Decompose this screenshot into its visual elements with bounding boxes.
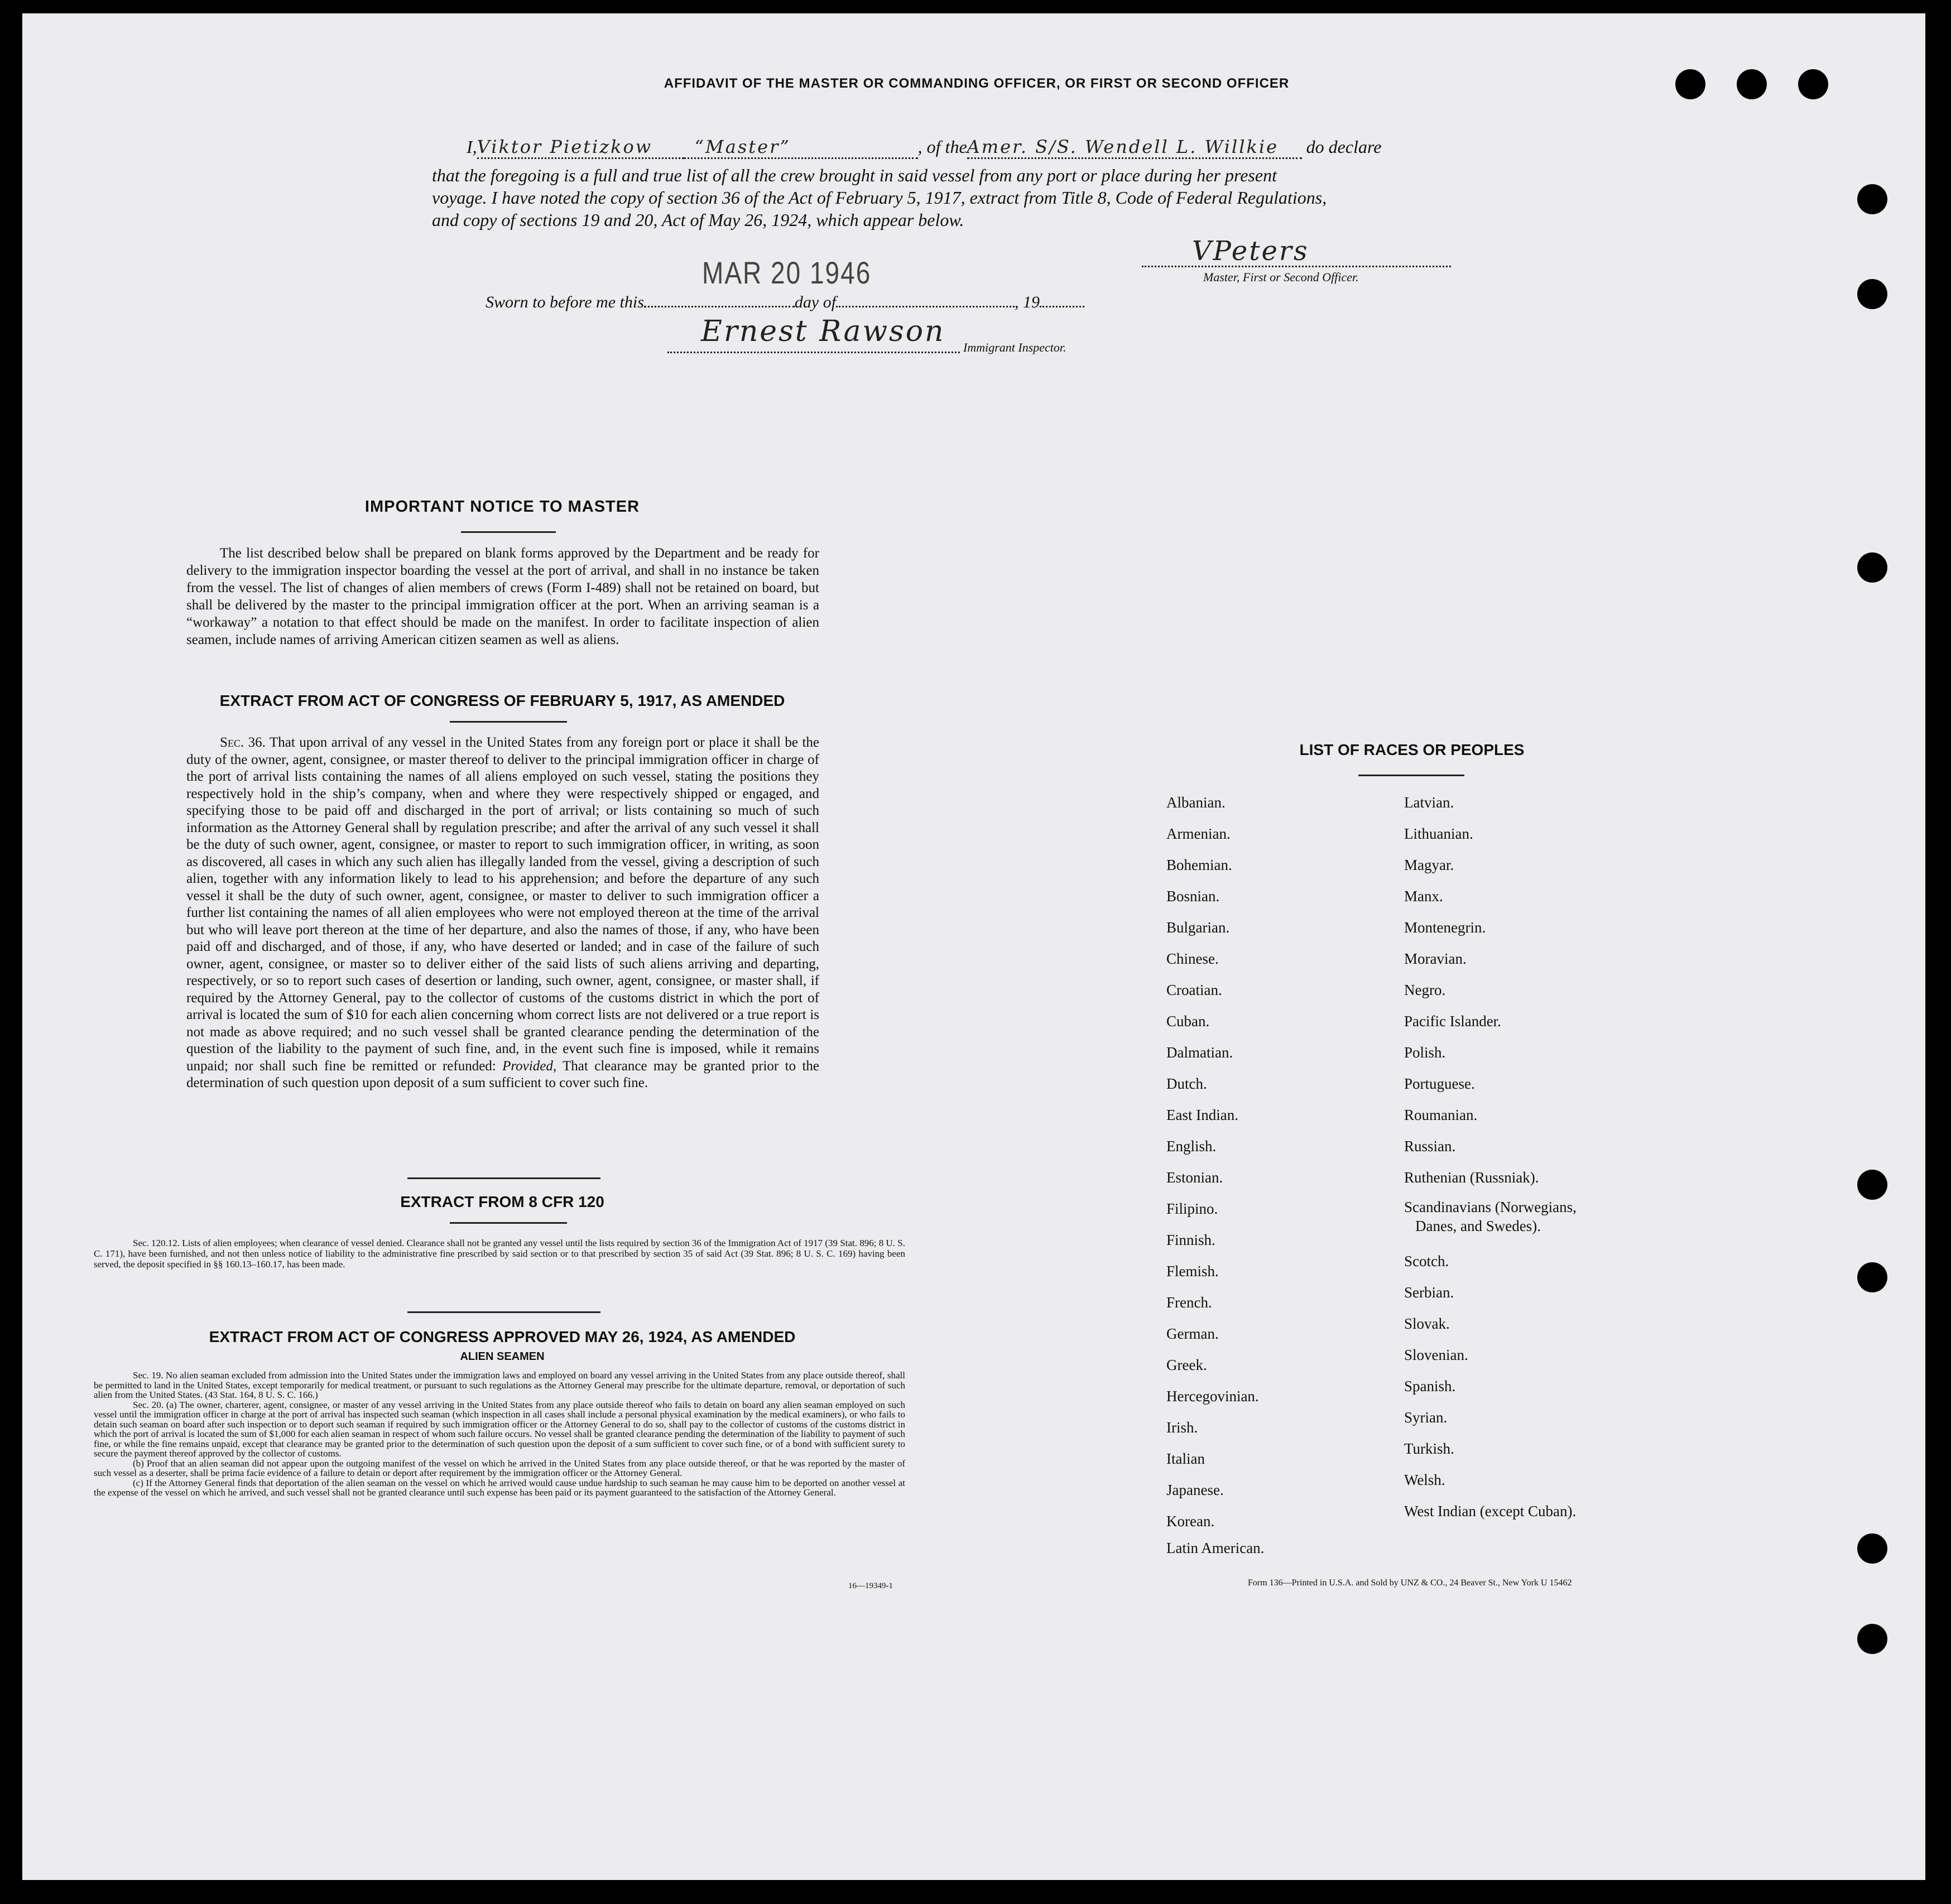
race-item: Polish. [1404, 1044, 1446, 1061]
divider [407, 1311, 600, 1313]
race-item: Armenian. [1166, 825, 1231, 842]
race-item: Turkish. [1404, 1440, 1454, 1457]
race-item: Cuban. [1166, 1013, 1210, 1030]
race-item: Finnish. [1166, 1232, 1215, 1248]
sec-20a-text: Sec. 20. (a) The owner, charterer, agent, consignee, or master of any vessel arriving in the United States from any place outside thereof who fails to detain on board any alien seaman employed on such vessel until the immigration officer in charge at the port of arrival has inspected such seaman (which inspection in all cases shall include a personal physical examination by the medical examiners), or who fails to detain such seaman on board after such inspection or to deport such seaman if required by such immigration officer or the Attorney General to do so, shall pay to the collector of customs of the customs district in which the port of arrival is located the sum of $1,000 for each alien seaman in respect of whom such failure occurs. No vessel shall be granted clearance pending the determination of the liability to payment of such fine, or while the fine remains unpaid, except that clearance may be granted prior to the determination of such question upon the deposit of a sum sufficient to cover such fine, or of a bond with sufficient surety to secure the payment thereof approved by the collector of customs. [94, 1399, 905, 1459]
race-item: German. [1166, 1325, 1219, 1342]
race-item: Japanese. [1166, 1482, 1224, 1498]
notice-title: IMPORTANT NOTICE TO MASTER [364, 498, 640, 516]
race-item: Chinese. [1166, 950, 1219, 967]
race-item: Russian. [1404, 1138, 1456, 1155]
race-item: Flemish. [1166, 1263, 1219, 1280]
race-item: Moravian. [1404, 950, 1467, 967]
sworn-line [486, 291, 1084, 312]
affidavit-line-3: voyage. I have noted the copy of section 36 of the Act of February 5, 1917, extract from Title 8, Code of Federal Regulations, [432, 187, 1327, 208]
master-signature-line [1142, 235, 1451, 267]
sec-20b-text: (b) Proof that an alien seaman did not appear upon the outgoing manifest of the vessel on which he arrived in the United States from any place outside thereof, or that he was reported by the master of such vessel as a deserter, shall be prima facie evidence of a failure to detain or deport after requirement by the immigration officer or the Attorney General. [94, 1458, 905, 1478]
inspector-signature-line [667, 315, 960, 353]
binder-hole [1857, 1533, 1887, 1564]
race-item: Bulgarian. [1166, 919, 1230, 936]
sworn-day-label: day of [794, 293, 837, 311]
sworn-day-field[interactable] [644, 291, 795, 307]
race-item: English. [1166, 1138, 1217, 1155]
races-right-column [1404, 787, 1577, 1527]
affidavit-line-4: and copy of sections 19 and 20, Act of May 26, 1924, which appear below. [432, 210, 964, 230]
race-item: Syrian. [1404, 1409, 1448, 1426]
race-item: Manx. [1404, 888, 1443, 905]
race-item: Croatian. [1166, 982, 1222, 998]
divider [407, 1177, 600, 1179]
affidavit-line-2: that the foregoing is a full and true list of all the crew brought in said vessel from any port or place during her present [432, 165, 1277, 185]
races-left-column [1166, 787, 1264, 1561]
extract-1924-subtitle: ALIEN SEAMEN [460, 1350, 545, 1363]
binder-hole [1857, 1170, 1887, 1200]
binder-hole [1798, 69, 1828, 99]
master-caption: Master, First or Second Officer. [1203, 270, 1359, 284]
binder-hole [1857, 1262, 1887, 1292]
race-item: West Indian (except Cuban). [1404, 1503, 1577, 1520]
affidavit-line-1 [467, 136, 1488, 159]
master-signature: VPeters [1192, 235, 1309, 267]
inspector-signature: Ernest Rawson [701, 315, 945, 348]
extract-1917-title: EXTRACT FROM ACT OF CONGRESS OF FEBRUARY 5, 1917, AS AMENDED [219, 692, 785, 709]
sec-19-text: Sec. 19. No alien seaman excluded from admission into the United States under the immigration laws and employed on board any vessel arriving in the United States from any place outside thereof, shall be permitted to land in the United States, except temporarily for medical treatment, or pursuant to such regulations as the Attorney General may prescribe for the ultimate departure, removal, or deportation of such alien from the United States. (43 Stat. 164, 8 U. S. C. 166.) [94, 1370, 905, 1400]
race-item: Dalmatian. [1166, 1044, 1233, 1061]
extract-cfr-title: EXTRACT FROM 8 CFR 120 [400, 1193, 604, 1210]
race-item: Montenegrin. [1404, 919, 1486, 936]
race-item: Roumanian. [1404, 1107, 1478, 1123]
form-footer: Form 136—Printed in U.S.A. and Sold by UNZ & CO., 24 Beaver St., New York U 15462 [1248, 1578, 1572, 1588]
notice-body: The list described below shall be prepared on blank forms approved by the Department and be ready for delivery to the immigration inspector boarding the vessel at the port of arrival, and shall in no instance be taken from the vessel. The list of changes of alien members of crews (Form I-489) shall not be retained on board, but shall be delivered by the master to the principal immigration officer at the port. When an arriving seaman is a “workaway” a notation to that effect should be made on the manifest. In order to facilitate inspection of alien seamen, include names of arriving American citizen seamen as well as aliens. [186, 546, 819, 647]
inspector-caption: Immigrant Inspector. [963, 340, 1066, 354]
header-title: AFFIDAVIT OF THE MASTER OR COMMANDING OFFICER, OR FIRST OR SECOND OFFICER [664, 76, 1290, 91]
date-stamp: MAR 20 1946 [702, 255, 872, 291]
race-item: Slovenian. [1404, 1347, 1468, 1363]
race-item: Spanish. [1404, 1378, 1456, 1395]
race-item: Hercegovinian. [1166, 1388, 1259, 1405]
race-item: Negro. [1404, 982, 1446, 998]
race-item: Latin American. [1166, 1540, 1265, 1556]
extract-1924-body [94, 1371, 905, 1498]
race-item: Lithuanian. [1404, 825, 1473, 842]
race-item: Slovak. [1404, 1315, 1450, 1332]
sec-36-text-a: That upon arrival of any vessel in the United States from any foreign port or place it shall be the duty of the owner, agent, consignee, or master thereof to deliver to the principal immigration officer in charge of the port of arrival lists containing the names of all aliens employed on such vessel, stating the positions they respectively hold in the ship’s company, when and where they were respectively shipped or engaged, and specifying those to be paid off and discharged in the port of arrival; or lists containing so much of such information as the Attorney General shall by regulation prescribe; and after the arrival of any such vessel it shall be the duty of such owner, agent, consignee, or master to report to such immigration officer, in writing, as soon as discovered, all cases in which any such alien has illegally landed from the vessel, giving a description of such alien, together with any information likely to lead to his apprehension; and before the departure of any such vessel it shall be the duty of such owner, agent, consignee, or master to deliver to such immigration officer a further list containing the names of all alien employees who were not employed thereon at the time of the arrival but who will leave port thereon at the time of her departure, and also the names of those, if any, who have been paid off and discharged, and of those, if any, who have deserted or landed; and in case of the failure of such owner, agent, consignee, or master so to deliver either of the said lists of such aliens arriving and departing, respectively, or so to report such cases of desertion or landing, such owner, agent, consignee, or master shall, if required by the Attorney General, pay to the collector of customs of the customs district in which the port of arrival is located the sum of $10 for each alien concerning whom correct lists are not delivered or a true report is not made as above required; and no such vessel shall be granted clearance pending the determination of the question of the liability to the payment of such fine, and, in the event such fine is imposed, while it remains unpaid; nor shall such fine be remitted or refunded: [186, 735, 820, 1074]
race-item: Scandinavians (Norwegians, Danes, and Swedes). [1404, 1199, 1577, 1234]
race-item: Bohemian. [1166, 857, 1232, 873]
race-item: Albanian. [1166, 794, 1226, 811]
race-item: Greek. [1166, 1357, 1207, 1373]
race-item: Dutch. [1166, 1075, 1207, 1092]
extract-1917-body [186, 734, 819, 1092]
race-item: Pacific Islander. [1404, 1013, 1501, 1030]
of-the-label: , of the [917, 137, 967, 157]
race-item: Serbian. [1404, 1284, 1454, 1301]
prefix-i: I, [467, 137, 477, 157]
print-code: 16—19349-1 [848, 1581, 893, 1590]
races-title: LIST OF RACES OR PEOPLES [1299, 741, 1525, 758]
race-item: Korean. [1166, 1513, 1215, 1530]
race-item: Filipino. [1166, 1200, 1218, 1217]
race-item: Magyar. [1404, 857, 1454, 873]
race-item: Italian [1166, 1450, 1205, 1467]
divider [450, 721, 567, 723]
provided-label: Provided, [502, 1058, 557, 1074]
race-item: Irish. [1166, 1419, 1198, 1436]
binder-hole [1857, 1624, 1887, 1654]
binder-hole [1857, 552, 1887, 583]
master-title-field: “Master” [684, 136, 918, 159]
race-item: Estonian. [1166, 1169, 1223, 1186]
race-item: Latvian. [1404, 794, 1454, 811]
binder-hole [1857, 184, 1887, 214]
race-item: Portuguese. [1404, 1075, 1475, 1092]
extract-1924-title: EXTRACT FROM ACT OF CONGRESS APPROVED MAY 26, 1924, AS AMENDED [209, 1328, 796, 1345]
extract-cfr-body: Sec. 120.12. Lists of alien employees; when clearance of vessel denied. Clearance shall not be granted any vessel until the lists required by section 36 of the Immigration Act of 1917 (39 Stat. 896; 8 U. S. C. 171), have been furnished, and not then unless notice of liability to the administrative fine prescribed by said section or to that prescribed by section 35 of said Act (39 Stat. 896; 8 U. S. C. 169) having been served, the deposit specified in §§ 160.13–160.17, has been made. [94, 1238, 905, 1270]
sec-20c-text: (c) If the Attorney General finds that deportation of the alien seaman on the vessel on which he arrived would cause undue hardship to such seaman he may cause him to be deported on another vessel at the expense of the vessel on which he arrived, and such vessel shall not be granted clearance until such expense has been paid or its payment guaranteed to the satisfaction of the Attorney General. [94, 1477, 905, 1498]
binder-hole [1675, 69, 1705, 99]
race-item: Welsh. [1404, 1472, 1445, 1488]
divider [1358, 775, 1464, 776]
binder-hole [1857, 279, 1887, 309]
sworn-year-label: , 19 [1015, 293, 1040, 311]
vessel-name-field: Amer. S/S. Wendell L. Willkie [967, 136, 1302, 159]
sec-36-text-b: That clearance may be granted prior to the determination of such question upon deposit of a sum sufficient to cover such fine. [186, 1058, 819, 1090]
race-item: East Indian. [1166, 1107, 1238, 1123]
master-name-field: Viktor Pietizkow [477, 136, 684, 159]
binder-hole [1737, 69, 1767, 99]
sworn-year-field[interactable] [1040, 291, 1084, 307]
race-item: Scotch. [1404, 1253, 1449, 1270]
sec-36-label: Sec. 36. [220, 735, 266, 750]
race-item: Ruthenian (Russniak). [1404, 1169, 1539, 1186]
sworn-prefix: Sworn to before me this [486, 293, 644, 311]
divider [461, 531, 556, 533]
sworn-month-field[interactable] [836, 291, 1015, 307]
race-item: French. [1166, 1294, 1212, 1311]
divider [450, 1222, 567, 1224]
race-item: Bosnian. [1166, 888, 1220, 905]
do-declare-label: do declare [1306, 137, 1382, 157]
